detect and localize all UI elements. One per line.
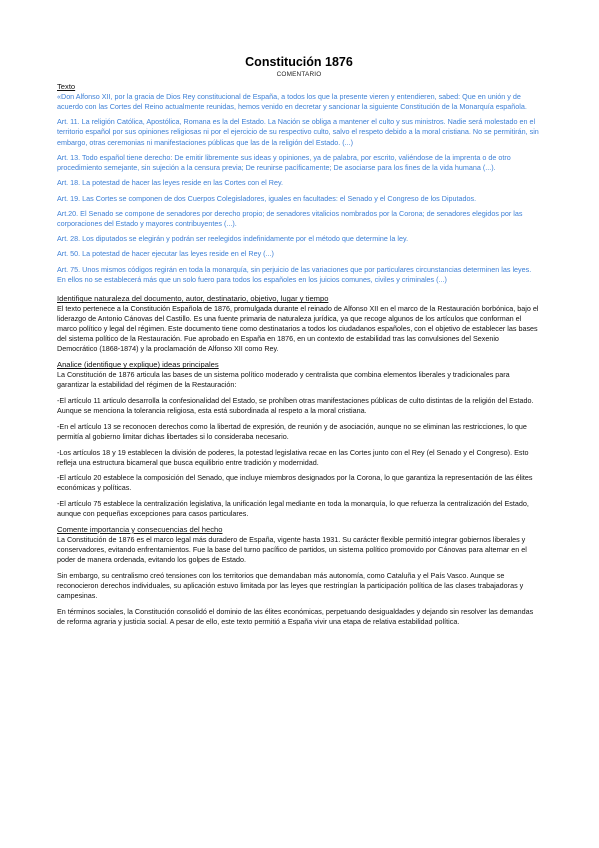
analice-paragraph: -El artículo 75 establece la centralización legislativa, la unificación legal mediante en toda la monarquía, lo que refuerza la centralización del Estado, aunque con pequeñas excepciones para casos particulares. (57, 499, 529, 519)
texto-paragraph: Art. 11. La religión Católica, Apostólica, Romana es la del Estado. La Nación se obliga a mantener el culto y sus ministros. Nadie será molestado en el territorio español por sus opiniones religiosas ni por el ejercicio de su respectivo culto, salvo el respeto debido a la moral cristiana. No se permitirán, sin embargo, otras ceremonias ni manifestaciones públicas que las de la religión del Estado. (...) (57, 117, 539, 147)
analice-paragraph: -El artículo 20 establece la composición del Senado, que incluye miembros designados por la Corona, lo que garantiza la representación de las élites económicas y políticas. (57, 473, 533, 493)
analice-paragraph: -En el artículo 13 se reconocen derechos como la libertad de expresión, de reunión y de asociación, aunque no se eliminan las restricciones, lo que permitía al gobierno limitar dichas libertades si lo consideraba necesario. (57, 421, 527, 441)
texto-paragraph: Art. 75. Unos mismos códigos regirán en toda la monarquía, sin perjuicio de las variaciones que por particulares circunstancias determinen las leyes. En ellos no se establecerá más que un solo fuero para todos los españoles en los juicios comunes, civiles y criminales (...) (57, 264, 532, 284)
texto-paragraph: Art. 50. La potestad de hacer ejecutar las leyes reside en el Rey (...) (57, 249, 274, 259)
analice-paragraph: -Los artículos 18 y 19 establecen la división de poderes, la potestad legislativa recae en las Cortes junto con el Rey (el Senado y el Congreso). Esto refleja una estructura bicameral que busca equilibrio entre tradición y modernidad. (57, 447, 529, 467)
comente-heading: Comente importancia y consecuencias del hecho (57, 524, 223, 534)
texto-paragraph: Art.20. El Senado se compone de senadores por derecho propio; de senadores vitalicios nombrados por la Corona; de senadores elegidos por las corporaciones del Estado y mayores contribuyentes (...). (57, 208, 523, 228)
identifique-heading: Identifique naturaleza del documento, autor, destinatario, objetivo, lugar y tiempo (57, 294, 329, 304)
texto-paragraph: Art. 19. Las Cortes se componen de dos Cuerpos Colegisladores, iguales en facultades: el Senado y el Congreso de los Diputados. (57, 193, 477, 203)
texto-paragraph: Art. 13. Todo español tiene derecho: De emitir libremente sus ideas y opiniones, ya de palabra, por escrito, valiéndose de la imprenta o de otro procedimiento semejante, sin sujeción a la censura previa; De reunirse pacíficamente; De asociarse para los fines de la vida humana (...). (57, 152, 511, 172)
comente-paragraph: La Constitución de 1876 es el marco legal más duradero de España, vigente hasta 1931. Su carácter flexible permitió integrar gobiernos liberales y conservadores, evitando enfrentamientos. Fue la base del turno pacífico de partidos, un sistema político promovido por Cánovas para alternar en el poder de manera ordenada, evitando los golpes de Estado. (57, 534, 527, 565)
comente-paragraph: En términos sociales, la Constitución consolidó el dominio de las élites económicas, perpetuando desigualdades y dejando sin resolver las demandas de reforma agraria y justicia social. A pesar de ello, este texto permitió a España vivir una etapa de relativa estabilidad política. (57, 606, 534, 626)
analice-heading: Analice (identifique y explique) ideas principales (57, 360, 219, 370)
texto-paragraph: «Don Alfonso XII, por la gracia de Dios Rey constitucional de España, a todos los que la presente vieren y entendieren, sabed: Que en unión y de acuerdo con las Cortes del Reino actualmente reunidas, hemos venido en decretar y sancionar la siguiente Constitución de la Monarquía española. (57, 92, 527, 112)
identifique-paragraph: El texto pertenece a la Constitución Española de 1876, promulgada durante el reinado de Alfonso XII en el marco de la Restauración borbónica, bajo el liderazgo de Antonio Cánovas del Castillo. Es una fuente primaria de naturaleza jurídica, ya que recoge algunos de los artículos que conforman el marco político y legal del régimen. Este documento tiene como destinatarios a todos los ciudadanos españoles, con el objetivo de establecer las bases del sistema político de la Restauración. Fue aprobado en España en 1876, en un contexto de estabilidad tras las convulsiones del Sexenio Democrático (1868-1874) y la proclamación de Alfonso XII como Rey. (57, 304, 539, 354)
analice-paragraph: La Constitución de 1876 articula las bases de un sistema político moderado y centralista que combina elementos liberales y tradicionales para garantizar la estabilidad del régimen de la Restauración: (57, 370, 510, 390)
document-page (57, 55, 541, 632)
document-subtitle: COMENTARIO (276, 71, 322, 78)
texto-paragraph: Art. 28. Los diputados se elegirán y podrán ser reelegidos indefinidamente por el método que determine la ley. (57, 234, 409, 244)
comente-paragraph: Sin embargo, su centralismo creó tensiones con los territorios que demandaban más autonomía, como Cataluña y el País Vasco. Aunque se reconocieron derechos individuales, su aplicación estuvo limitada por las leyes que restringían la participación política de las clases trabajadoras y campesinas. (57, 570, 524, 600)
analice-paragraph: -El artículo 11 articulo desarrolla la confesionalidad del Estado, se prohíben otras manifestaciones públicas de culto distintas de la religión del Estado. Aunque se menciona la tolerancia religiosa, esta está subordinada al respeto a la moral cristiana. (57, 395, 534, 416)
texto-heading: Texto (57, 82, 76, 91)
document-title: Constitución 1876 (245, 55, 353, 69)
texto-paragraph: Art. 18. La potestad de hacer las leyes reside en las Cortes con el Rey. (57, 178, 283, 188)
